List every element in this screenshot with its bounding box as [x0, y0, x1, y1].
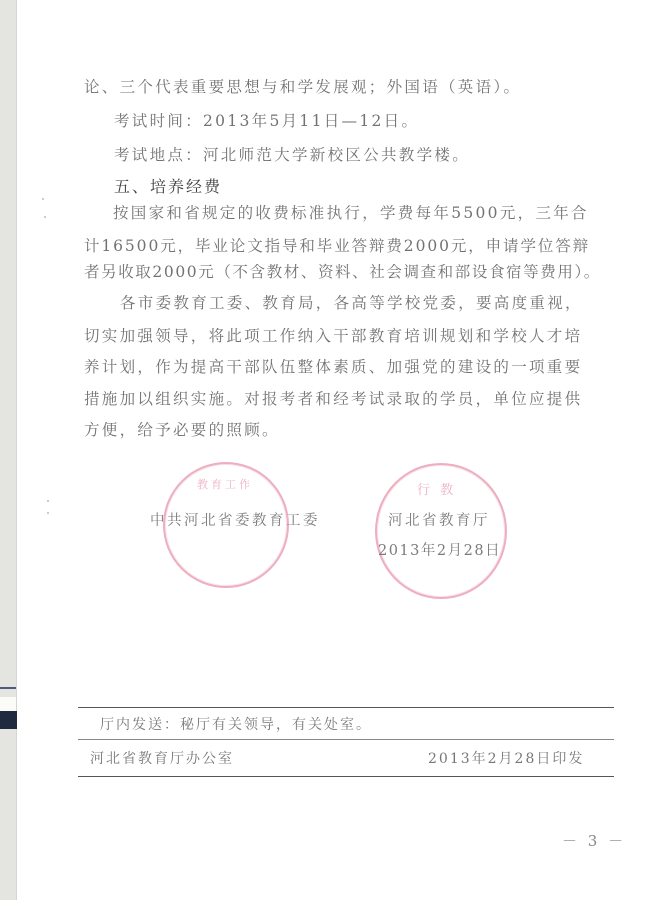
scan-speck	[44, 216, 46, 218]
body-line-exam-location: 考试地点：河北师范大学新校区公共教学楼。	[114, 146, 471, 164]
closing-line-2: 切实加强领导，将此项工作纳入干部教育培训规划和学校人才培	[84, 327, 583, 345]
footer-rule-middle	[78, 739, 614, 740]
footer-print-date: 2013年2月28日印发	[428, 751, 585, 767]
signer-party-committee: 中共河北省委教育工委	[150, 513, 320, 529]
signer-education-department: 河北省教育厅	[388, 513, 490, 529]
scan-binding-strip	[0, 0, 17, 900]
fee-line-1: 按国家和省规定的收费标准执行，学费每年5500元，三年合	[113, 204, 589, 222]
seal-arc-text: 行 教	[417, 483, 457, 498]
closing-line-4: 措施加以组织实施。对报考者和经考试录取的学员，单位应提供	[84, 390, 583, 408]
body-line-exam-time: 考试时间：2013年5月11日—12日。	[114, 112, 420, 130]
footer-rule-top	[78, 707, 614, 708]
footer-office: 河北省教育厅办公室	[90, 751, 234, 767]
seal-arc-text: 教育工作	[197, 478, 253, 491]
scan-speck	[47, 500, 49, 502]
binding-strip-line	[0, 687, 16, 689]
scan-speck	[47, 512, 49, 514]
closing-line-5: 方便，给予必要的照顾。	[84, 421, 280, 439]
fee-line-2: 计16500元，毕业论文指导和毕业答辩费2000元，申请学位答辩	[84, 237, 591, 255]
page-number: － 3 －	[562, 832, 627, 850]
body-line-subjects: 论、三个代表重要思想与和学发展观；外国语（英语）。	[84, 78, 522, 96]
fee-line-3: 者另收取2000元（不含教材、资料、社会调查和部设食宿等费用）。	[84, 263, 601, 281]
closing-line-1: 各市委教育工委、教育局，各高等学校党委，要高度重视，	[120, 294, 583, 312]
official-seal-education-department	[375, 463, 507, 599]
signature-date: 2013年2月28日	[378, 543, 502, 559]
closing-line-3: 养计划，作为提高干部队伍整体素质、加强党的建设的一项重要	[84, 358, 583, 376]
binding-strip-gap	[0, 697, 16, 711]
footer-distribution: 厅内发送：秘厅有关领导，有关处室。	[100, 717, 372, 733]
binding-strip-bar	[0, 711, 17, 729]
footer-rule-bottom	[78, 776, 614, 777]
section-heading-fees: 五、培养经费	[114, 177, 223, 196]
scan-speck	[42, 198, 44, 200]
